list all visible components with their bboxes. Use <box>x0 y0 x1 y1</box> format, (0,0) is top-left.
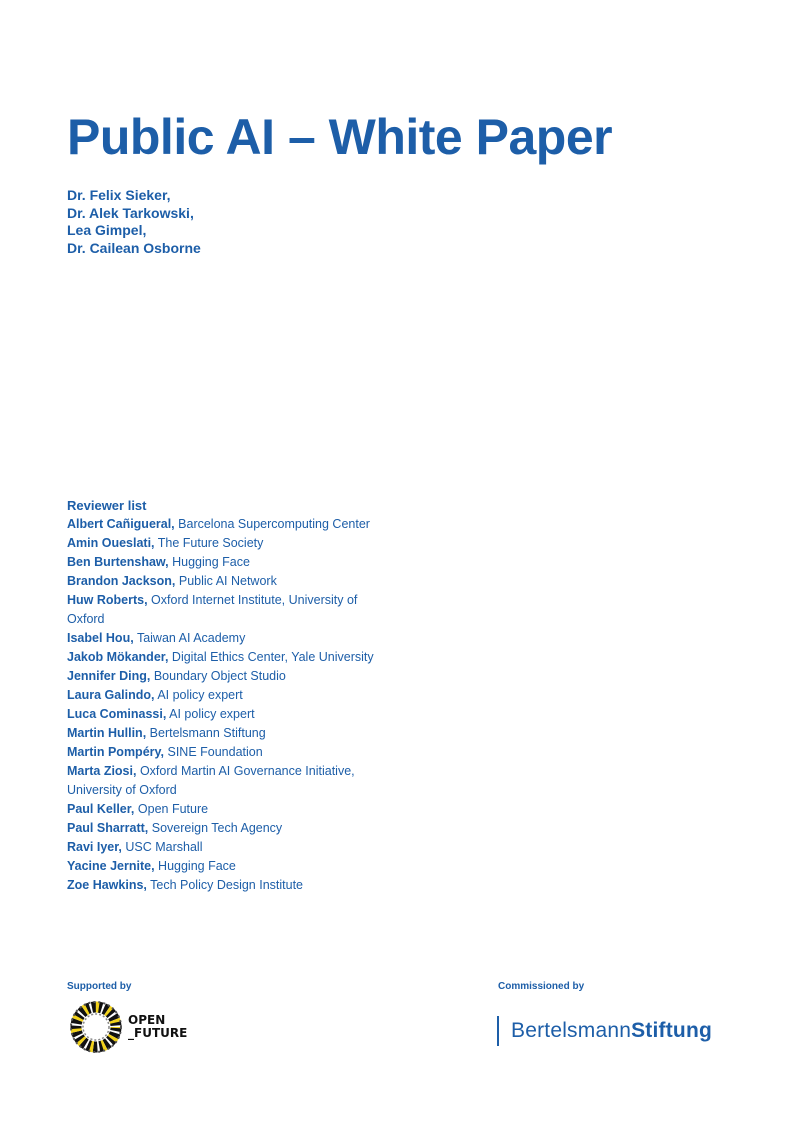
author-list <box>67 187 201 257</box>
reviewer-organization: USC Marshall <box>125 840 203 854</box>
reviewer-name: Martin Hullin, <box>67 726 147 740</box>
reviewer-row <box>67 553 387 572</box>
reviewer-name: Martin Pompéry, <box>67 745 165 759</box>
reviewer-row <box>67 534 387 553</box>
reviewer-row <box>67 724 387 743</box>
reviewer-name: Jennifer Ding, <box>67 669 151 683</box>
reviewer-name: Luca Cominassi, <box>67 707 167 721</box>
reviewer-row <box>67 743 387 762</box>
supported-by-label: Supported by <box>67 981 132 992</box>
reviewer-name: Huw Roberts, <box>67 593 148 607</box>
reviewer-name: Laura Galindo, <box>67 688 155 702</box>
reviewer-row <box>67 819 387 838</box>
bertelsmann-wordmark-part1: Bertelsmann <box>511 1019 632 1042</box>
reviewer-name: Paul Keller, <box>67 802 135 816</box>
open-future-wordmark <box>128 1014 187 1040</box>
bertelsmann-wordmark-part2: Stiftung <box>631 1019 712 1042</box>
open-future-wordmark-line2: _FUTURE <box>128 1026 188 1040</box>
reviewer-organization: Digital Ethics Center, Yale University <box>171 650 374 664</box>
open-future-ring-icon <box>71 1002 121 1052</box>
reviewer-name: Jakob Mökander, <box>67 650 169 664</box>
reviewer-list <box>67 496 387 895</box>
reviewer-name: Ben Burtenshaw, <box>67 555 169 569</box>
page-title: Public AI – White Paper <box>67 109 613 165</box>
reviewer-name: Isabel Hou, <box>67 631 134 645</box>
author-name: Dr. Felix Sieker, <box>67 187 171 203</box>
bertelsmann-logo-bar <box>497 1016 499 1046</box>
author-name: Dr. Alek Tarkowski, <box>67 204 194 221</box>
reviewer-row <box>67 515 387 534</box>
reviewer-name: Amin Oueslati, <box>67 536 155 550</box>
reviewer-organization: Sovereign Tech Agency <box>151 821 283 835</box>
open-future-wordmark-line1: OPEN <box>128 1013 166 1027</box>
reviewer-organization: Hugging Face <box>158 859 236 873</box>
reviewer-list-heading: Reviewer list <box>67 498 147 513</box>
reviewer-row <box>67 762 387 800</box>
reviewer-organization: SINE Foundation <box>167 745 263 759</box>
reviewer-row <box>67 591 387 629</box>
reviewer-name: Brandon Jackson, <box>67 574 176 588</box>
reviewer-name: Yacine Jernite, <box>67 859 155 873</box>
commissioned-by-label: Commissioned by <box>498 981 585 992</box>
bertelsmann-wordmark <box>511 1019 712 1043</box>
reviewer-row <box>67 667 387 686</box>
reviewer-organization: Bertelsmann Stiftung <box>149 726 266 740</box>
reviewer-row <box>67 800 387 819</box>
reviewer-organization: AI policy expert <box>157 688 243 702</box>
reviewer-row <box>67 648 387 667</box>
author-name: Lea Gimpel, <box>67 222 147 238</box>
reviewer-row <box>67 629 387 648</box>
reviewer-organization: Barcelona Supercomputing Center <box>178 517 370 531</box>
reviewer-name: Ravi Iyer, <box>67 840 122 854</box>
reviewer-row <box>67 857 387 876</box>
reviewer-row <box>67 838 387 857</box>
author-name: Dr. Cailean Osborne <box>67 239 201 256</box>
reviewer-items <box>67 515 387 895</box>
reviewer-organization: Oxford Martin AI Governance Initiative, University of Oxford <box>67 764 355 797</box>
reviewer-organization: Open Future <box>137 802 209 816</box>
reviewer-organization: Public AI Network <box>178 574 277 588</box>
reviewer-organization: Boundary Object Studio <box>153 669 286 683</box>
reviewer-organization: AI policy expert <box>169 707 255 721</box>
reviewer-name: Marta Ziosi, <box>67 764 137 778</box>
reviewer-row <box>67 876 387 895</box>
reviewer-row <box>67 705 387 724</box>
reviewer-organization: The Future Society <box>157 536 264 550</box>
bertelsmann-stiftung-logo <box>497 1015 712 1047</box>
reviewer-organization: Tech Policy Design Institute <box>150 878 303 892</box>
reviewer-name: Albert Cañigueral, <box>67 517 175 531</box>
reviewer-name: Zoe Hawkins, <box>67 878 147 892</box>
reviewer-row <box>67 572 387 591</box>
reviewer-row <box>67 686 387 705</box>
reviewer-organization: Taiwan AI Academy <box>136 631 246 645</box>
reviewer-organization: Hugging Face <box>172 555 250 569</box>
reviewer-organization: Oxford Internet Institute, University of Oxford <box>67 593 358 626</box>
reviewer-name: Paul Sharratt, <box>67 821 149 835</box>
